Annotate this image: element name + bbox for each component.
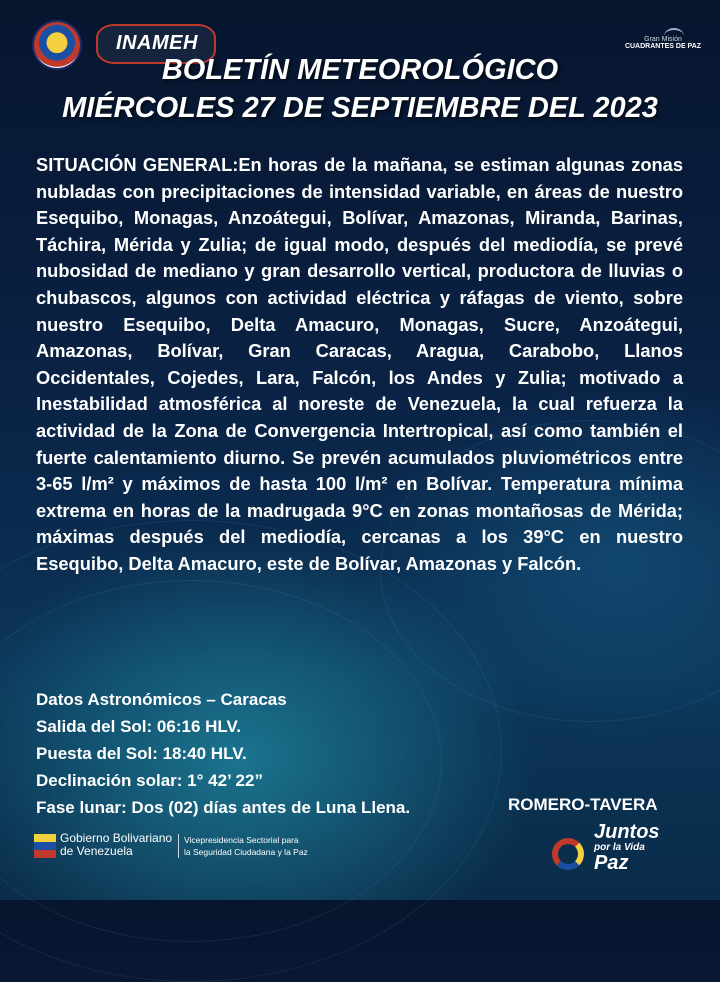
cuadrantes-line2: CUADRANTES DE PAZ (624, 43, 702, 50)
juntos-line3: Paz (594, 852, 629, 874)
juntos-line2: por la Vida (594, 842, 645, 853)
gob-line2: de Venezuela (60, 844, 133, 858)
astro-sunset: Puesta del Sol: 18:40 HLV. (36, 744, 247, 763)
astro-sunrise: Salida del Sol: 06:16 HLV. (36, 717, 242, 736)
bulletin-date: MIÉRCOLES 27 DE SEPTIEMBRE DEL 2023 (62, 92, 658, 124)
bulletin-title: BOLETÍN METEOROLÓGICO (161, 54, 559, 86)
venezuela-flag-icon (34, 834, 56, 858)
gob-line1: Gobierno Bolivariano (60, 831, 173, 845)
general-situation-text: SITUACIÓN GENERAL:En horas de la mañana, se estiman algunas zonas nubladas con precipitaciones de intensidad variable, en áreas de nuestro Esequibo, Monagas, Anzoátegui, Bolívar, Amazonas, Miranda, Barinas, Táchira, Mérida y Zulia; de igual modo, después del mediodía, se prevé nubosidad de mediano y gran desarrollo vertical, productora de lluvias o chubascos, algunos con actividad eléctrica y ráfagas de viento, sobre nuestro Esequibo, Delta Amacuro, Monagas, Sucre, Anzoátegui, Amazonas, Bolívar, Gran Caracas, Aragua, Carabobo, Llanos Occidentales, Cojedes, Lara, Falcón, los Andes y Zulia; motivado a Inestabilidad atmosférica al noreste de Venezuela, la cual refuerza la actividad de la Zona de Convergencia Intertropical, así como también el fuerte calentamiento diurno. Se prevén acumulados pluviométricos entre 3-65 l/m² y máximos de hasta 100 l/m² en Bolívar. Temperatura mínima extrema en horas de la madrugada 9°C en zonas montañosas de Mérida; máximas después del mediodía, cercanas a los 39°C en nuestro Esequibo, Delta Amacuro, este de Bolívar, Amazonas y Falcón. (36, 154, 683, 574)
cuadrantes-line1: Gran Misión (644, 36, 682, 43)
juntos-swirl-icon (552, 838, 584, 870)
juntos-por-la-vida-logo (548, 818, 688, 888)
astro-declination: Declinación solar: 1° 42’ 22” (36, 771, 263, 790)
astro-moon-phase: Fase lunar: Dos (02) días antes de Luna Llena. (36, 798, 411, 817)
juntos-line1: Juntos (594, 821, 660, 843)
vice-line1: Vicepresidencia Sectorial para (184, 835, 299, 845)
author-signature: ROMERO-TAVERA (508, 795, 658, 814)
footer-divider (178, 834, 179, 858)
vicepresidencia-logo (184, 834, 354, 858)
inameh-logo-text: INAMEH (116, 32, 198, 54)
astronomical-data (36, 686, 410, 821)
astro-heading: Datos Astronómicos – Caracas (36, 690, 287, 709)
vice-line2: la Seguridad Ciudadana y la Paz (184, 847, 308, 857)
